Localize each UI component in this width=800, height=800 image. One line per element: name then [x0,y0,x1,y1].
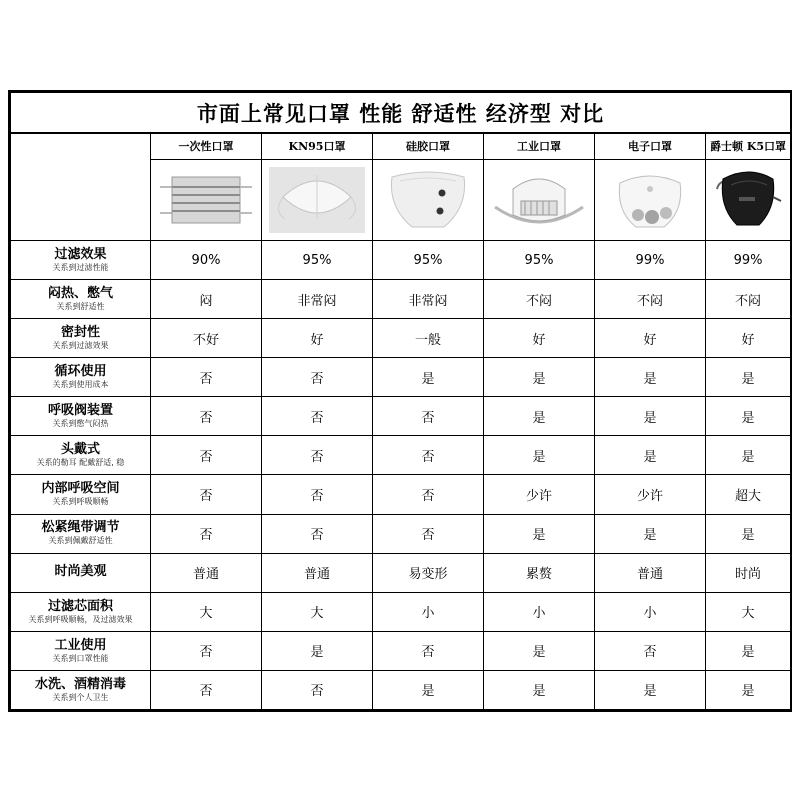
row-label-main: 过滤芯面积 [47,598,113,614]
column-header: 硅胶口罩 [373,133,484,159]
table-cell: 是 [484,670,595,709]
table-cell: 大 [706,592,791,631]
table-cell: 否 [151,475,262,514]
industrial-mask-image [484,159,595,240]
table-cell: 否 [151,397,262,436]
table-row [11,436,791,475]
table-cell: 好 [484,319,595,358]
table-cell: 是 [373,358,484,397]
row-label-sub: 关系到个人卫生 [52,692,109,702]
table-cell: 是 [484,514,595,553]
row-label-sub: 关系的勒耳 配戴舒适, 稳 [36,458,125,468]
row-label-main: 时尚美观 [54,564,107,580]
electronic-mask-image [595,159,706,240]
table-cell: 不好 [151,319,262,358]
row-label-sub: 关系到使用成本 [52,380,109,390]
table-cell: 是 [373,670,484,709]
table-row [11,631,791,670]
table-cell: 小 [373,592,484,631]
row-label-sub: 关系到口罩性能 [52,653,109,663]
table-cell: 99% [595,241,706,280]
table-cell: 是 [706,397,791,436]
row-label-sub: 关系到过滤性能 [52,262,109,272]
table-row [11,475,791,514]
table-cell: 是 [484,436,595,475]
table-cell: 是 [595,358,706,397]
row-label-main: 内部呼吸空间 [41,481,120,497]
table-cell: 小 [595,592,706,631]
table-cell: 超大 [706,475,791,514]
table-cell: 普通 [262,553,373,592]
table-cell: 少许 [484,475,595,514]
table-cell: 不闷 [706,280,791,319]
table-cell: 95% [373,241,484,280]
row-label-main: 工业使用 [54,637,107,653]
table-cell: 好 [595,319,706,358]
table-cell: 小 [484,592,595,631]
surgical-mask-image [151,159,262,240]
table-cell: 不闷 [484,280,595,319]
column-header: KN95口罩 [262,133,373,159]
table-cell: 时尚 [706,553,791,592]
table-cell: 是 [706,358,791,397]
row-label [11,436,151,475]
table-cell: 否 [151,436,262,475]
table-cell: 90% [151,241,262,280]
row-label [11,592,151,631]
table-cell: 否 [262,436,373,475]
column-header: 爵士顿 K5口罩 [706,133,791,159]
k5-mask-image [706,159,791,240]
table-row [11,397,791,436]
column-header: 一次性口罩 [151,133,262,159]
table-cell: 累赘 [484,553,595,592]
row-label [11,397,151,436]
table-cell: 是 [262,631,373,670]
row-label [11,475,151,514]
row-label-main: 水洗、酒精消毒 [34,676,126,692]
table-row [11,319,791,358]
table-cell: 否 [262,397,373,436]
row-label [11,514,151,553]
table-cell: 否 [262,514,373,553]
table-cell: 否 [151,670,262,709]
table-cell: 否 [262,475,373,514]
table-cell: 否 [151,631,262,670]
row-label [11,553,151,592]
row-label-sub: 关系到舒适性 [56,302,105,312]
table-cell: 否 [373,514,484,553]
table-cell: 否 [373,397,484,436]
corner-cell [11,133,151,240]
table-cell: 好 [262,319,373,358]
row-label [11,319,151,358]
table-cell: 非常闷 [262,280,373,319]
table-row [11,670,791,709]
table-row [11,241,791,280]
table-cell: 易变形 [373,553,484,592]
row-label [11,358,151,397]
row-label-main: 循环使用 [54,364,107,380]
table-cell: 普通 [151,553,262,592]
silicone-mask-image [373,159,484,240]
table-cell: 是 [706,436,791,475]
table-row [11,592,791,631]
table-cell: 大 [262,592,373,631]
row-label-main: 密封性 [60,325,100,341]
table-cell: 是 [706,670,791,709]
row-label [11,280,151,319]
table-cell: 一般 [373,319,484,358]
table-cell: 95% [262,241,373,280]
table-title: 市面上常见口罩 性能 舒适性 经济型 对比 [11,93,791,134]
table-cell: 否 [151,514,262,553]
row-label [11,631,151,670]
row-label-main: 过滤效果 [54,247,107,263]
comparison-table [8,90,792,712]
table-cell: 是 [595,397,706,436]
table-row [11,514,791,553]
row-label-main: 呼吸阀装置 [47,403,113,419]
row-label-main: 闷热、憋气 [47,286,113,302]
table-cell: 否 [151,358,262,397]
table-cell: 少许 [595,475,706,514]
table-cell: 是 [706,631,791,670]
row-label-sub: 关系到憋气闷热 [52,419,109,429]
table-cell: 99% [706,241,791,280]
table-cell: 是 [484,397,595,436]
table-cell: 是 [706,514,791,553]
row-label-sub: 关系到呼吸顺畅，及过滤效果 [28,614,133,624]
table-cell: 否 [373,436,484,475]
table-cell: 闷 [151,280,262,319]
row-label-sub: 关系到佩戴舒适性 [48,536,113,546]
table-row [11,553,791,592]
table-row [11,358,791,397]
table-cell: 大 [151,592,262,631]
table-cell: 是 [595,670,706,709]
table-row [11,280,791,319]
table-cell: 好 [706,319,791,358]
table-cell: 普通 [595,553,706,592]
table-cell: 非常闷 [373,280,484,319]
row-label-sub: 关系到过滤效果 [52,341,109,351]
column-header: 电子口罩 [595,133,706,159]
table-cell: 否 [262,358,373,397]
table-cell: 否 [373,631,484,670]
kn95-mask-image [262,159,373,240]
column-header: 工业口罩 [484,133,595,159]
row-label-main: 头戴式 [60,442,100,458]
table-cell: 是 [484,631,595,670]
table-cell: 是 [484,358,595,397]
row-label-main: 松紧绳带调节 [41,520,120,536]
table-cell: 95% [484,241,595,280]
table-cell: 是 [595,436,706,475]
table-cell: 否 [262,670,373,709]
table-cell: 是 [595,514,706,553]
table-cell: 否 [595,631,706,670]
table-cell: 不闷 [595,280,706,319]
row-label [11,670,151,709]
table-cell: 否 [373,475,484,514]
row-label [11,241,151,280]
row-label-sub: 关系到呼吸顺畅 [52,497,109,507]
